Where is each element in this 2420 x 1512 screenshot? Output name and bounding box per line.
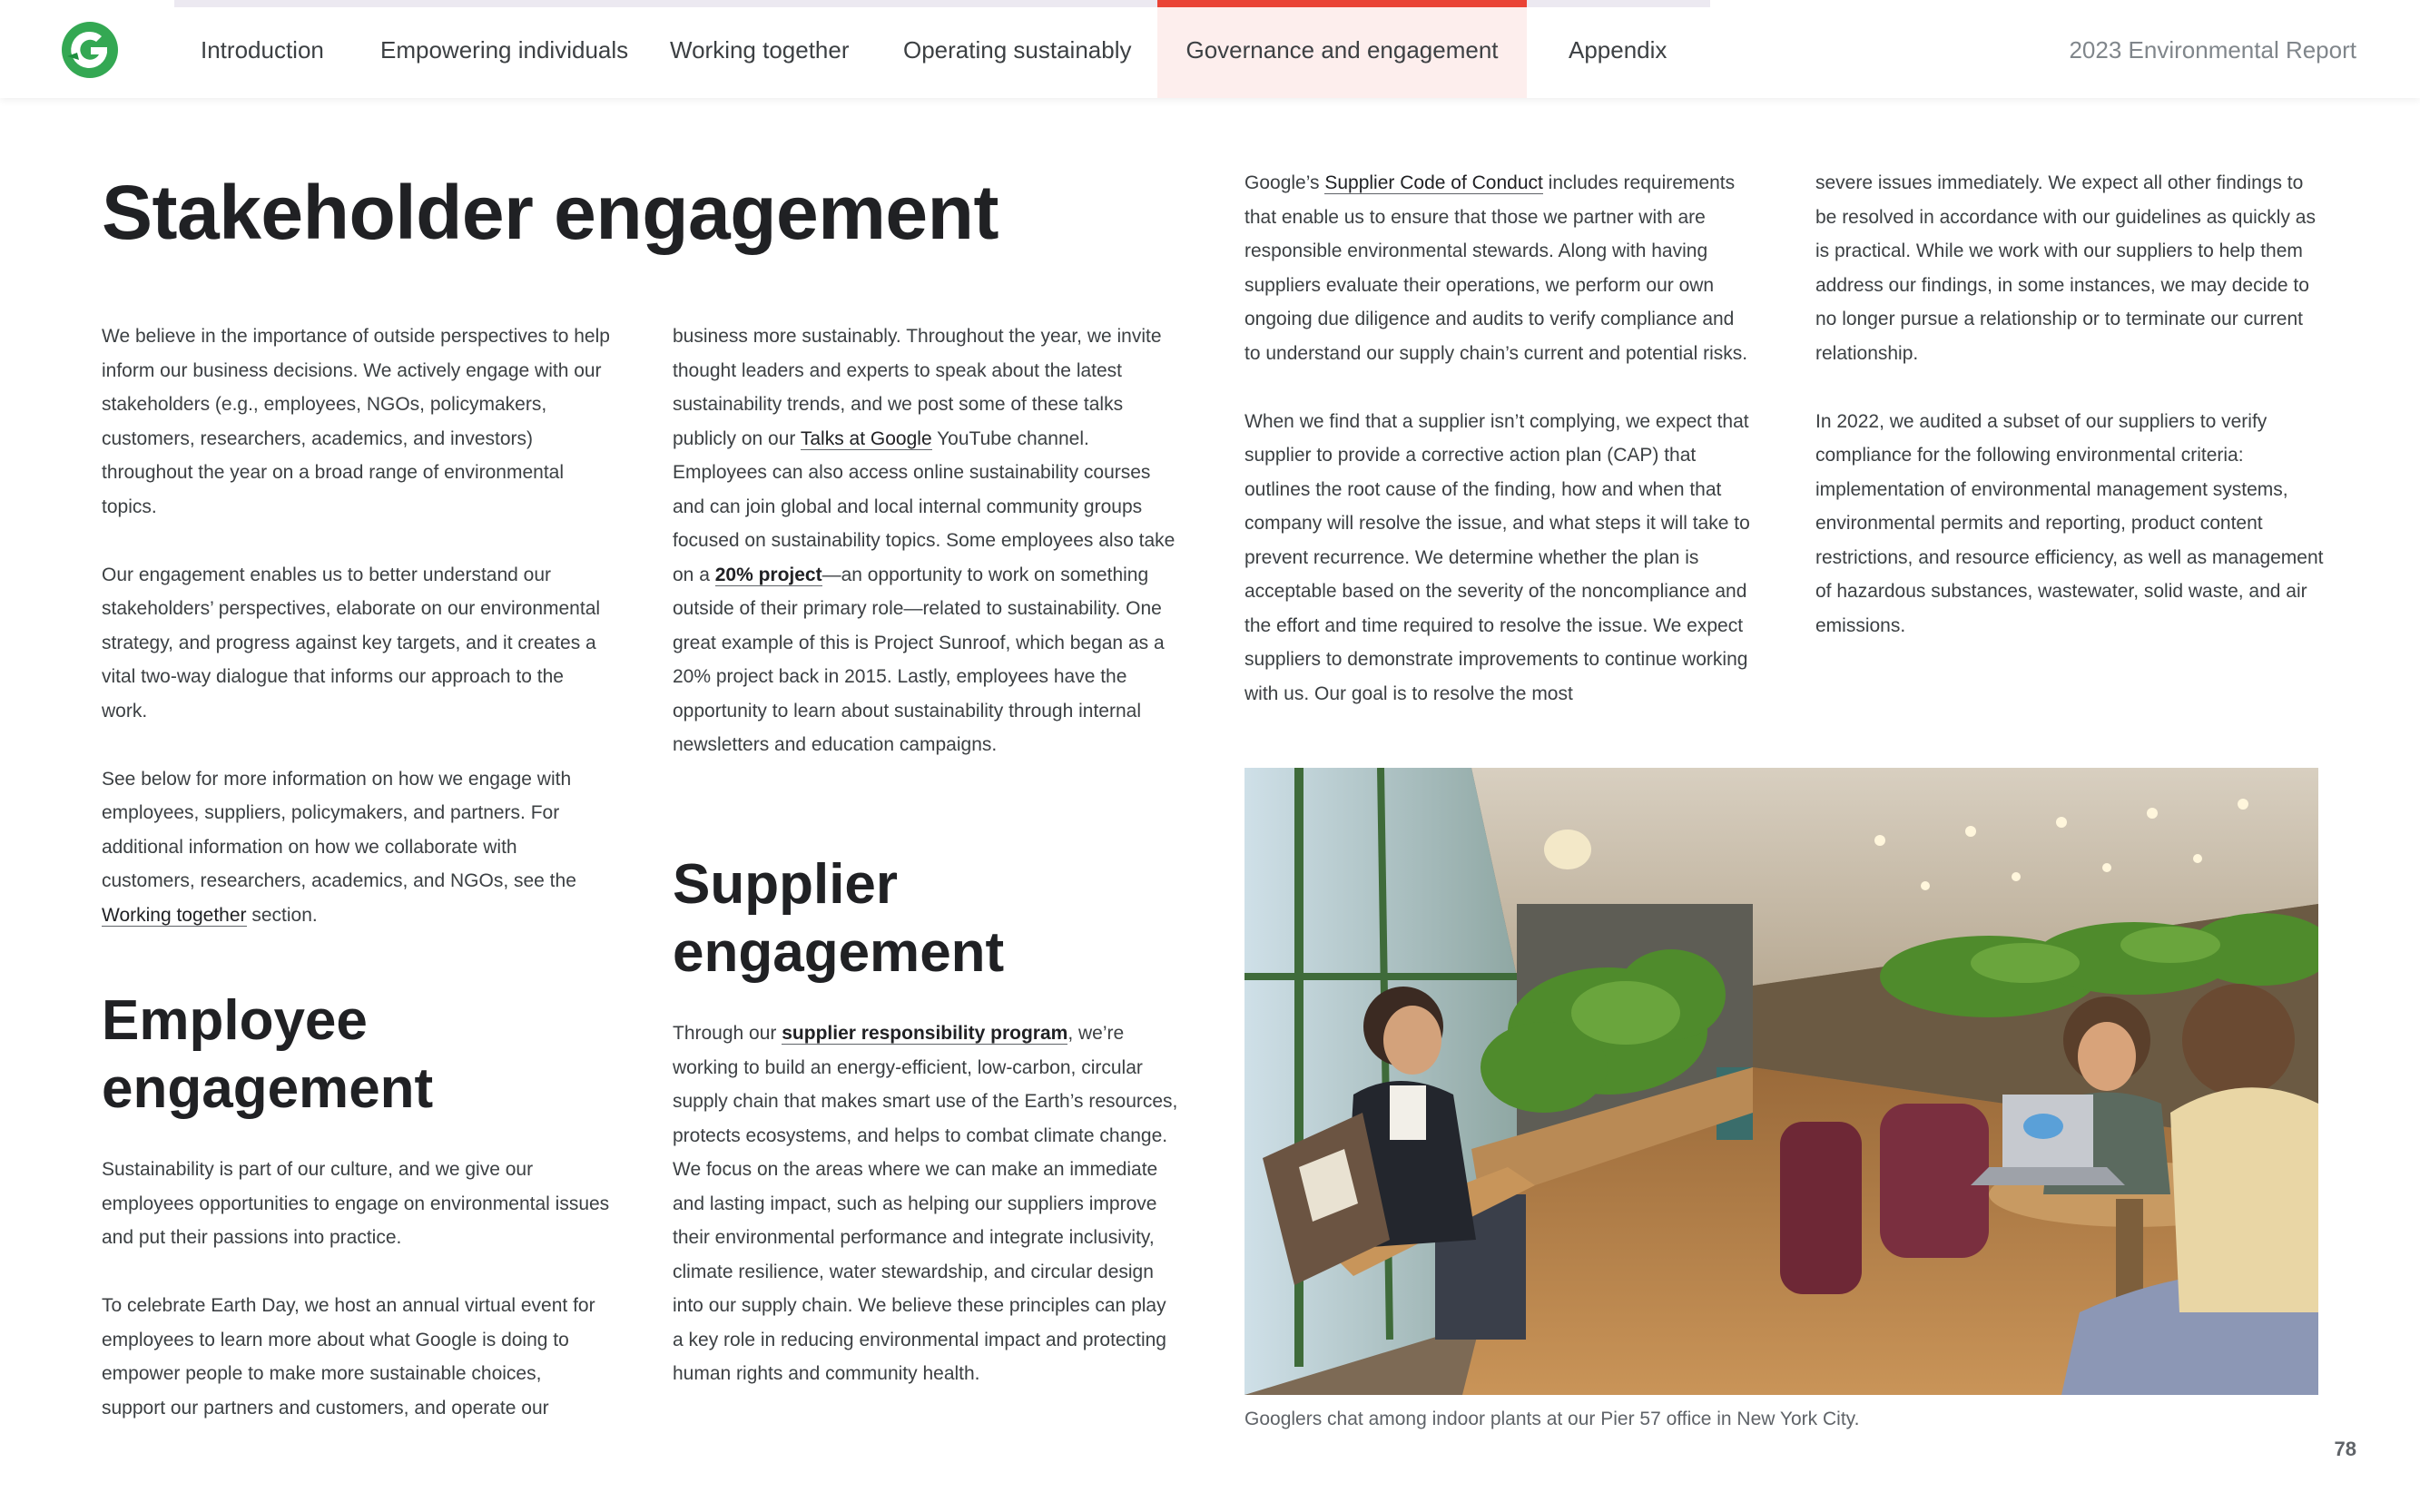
talks-at-google-link[interactable]: Talks at Google bbox=[800, 427, 932, 449]
tab-empowering-individuals[interactable]: Empowering individuals bbox=[380, 36, 629, 64]
paragraph: Google’s Supplier Code of Conduct includes requirements that enable us to ensure that those we partner with are responsible environmental stewards. Along with having suppliers evaluate their operations, we perform our own ongoing due diligence and audits to verify compliance and to understand our supply chain’s current and potential risks. bbox=[1244, 172, 1748, 364]
paragraph: Through our supplier responsibility program, we’re working to build an energy-efficient, low-carbon, circular supply chain that makes smart use of the Earth’s resources, protects ecosystems, and helps to combat climate change. We focus on the areas where we can make an immediate and lasting impact, such as helping our suppliers improve their environmental performance and integrate inclusivity, climate resilience, water stewardship, and circular design into our supply chain. We believe these principles can play a key role in reducing environmental impact and protecting human rights and community health. bbox=[673, 1023, 1178, 1384]
google-logo-icon[interactable] bbox=[60, 20, 120, 80]
paragraph: Sustainability is part of our culture, and we give our employees opportunities to engage on environmental issues and put their passions into practice. bbox=[102, 1159, 610, 1248]
paragraph: To celebrate Earth Day, we host an annual virtual event for employees to learn more about what Google is doing to empower people to make more sustainable choices, support our partners and customers, and operate our bbox=[102, 1295, 595, 1419]
column-1-lower bbox=[102, 1153, 610, 1425]
top-navigation-bar bbox=[0, 0, 2420, 98]
twenty-percent-project-link[interactable]: 20% project bbox=[714, 564, 822, 585]
report-title: 2023 Environmental Report bbox=[2069, 36, 2356, 64]
page-title: Stakeholder engagement bbox=[102, 170, 998, 255]
photo-caption: Googlers chat among indoor plants at our Pier 57 office in New York City. bbox=[1244, 1409, 1860, 1429]
column-4 bbox=[1815, 166, 2324, 643]
tab-governance-and-engagement[interactable]: Governance and engagement bbox=[1157, 0, 1527, 98]
tab-working-together[interactable]: Working together bbox=[670, 36, 850, 64]
paragraph: When we find that a supplier isn’t complying, we expect that supplier to provide a corrective action plan (CAP) that outlines the root cause of the finding, how and when that company will resolve the issue, and what steps it will take to prevent recurrence. We determine whether the plan is acceptable based on the severity of the noncompliance and the effort and time required to resolve the issue. We expect suppliers to demonstrate improvements to continue working with us. Our goal is to resolve the most bbox=[1244, 410, 1750, 704]
paragraph: business more sustainably. Throughout the year, we invite thought leaders and experts to speak about the latest sustainability trends, and we post some of these talks publicly on our Talks at Google YouTube channel. Employees can also access online sustainability courses and can join global and local internal community groups focused on sustainability topics. Some employees also take on a 20% project—an opportunity to work on something outside of their primary role—related to sustainability. One great example of this is Project Sunroof, which began as a 20% project back in 2015. Lastly, employees have the opportunity to learn about sustainability through internal newsletters and education campaigns. bbox=[673, 326, 1176, 755]
working-together-link[interactable]: Working together bbox=[102, 904, 247, 926]
column-2-lower bbox=[673, 1016, 1181, 1391]
office-photo bbox=[1244, 768, 2318, 1395]
employee-engagement-heading: Employee engagement bbox=[102, 989, 434, 1120]
page-number: 78 bbox=[2334, 1438, 2356, 1460]
tab-introduction[interactable]: Introduction bbox=[201, 36, 324, 64]
supplier-responsibility-program-link[interactable]: supplier responsibility program bbox=[782, 1023, 1068, 1044]
column-3 bbox=[1244, 166, 1753, 711]
tab-operating-sustainably[interactable]: Operating sustainably bbox=[903, 36, 1132, 64]
paragraph: severe issues immediately. We expect all other findings to be resolved in accordance with our guidelines as quickly as is practical. While we work with our suppliers to help them address our findings, in some instances, we may decide to no longer pursue a relationship or to terminate our current relationship. bbox=[1815, 172, 2316, 364]
column-2 bbox=[673, 319, 1181, 762]
supplier-engagement-heading: Supplier engagement bbox=[673, 853, 1005, 984]
paragraph: Our engagement enables us to better understand our stakeholders’ perspectives, elaborate on our environmental strategy, and progress against key targets, and it creates a vital two-way dialogue that informs our approach to the work. bbox=[102, 564, 601, 722]
column-1 bbox=[102, 319, 610, 932]
paragraph: In 2022, we audited a subset of our suppliers to verify compliance for the following environmental criteria: implementation of environmental management systems, environmental permits and reporting, product content restrictions, and resource efficiency, as well as management of hazardous substances, wastewater, solid waste, and air emissions. bbox=[1815, 410, 2324, 636]
tab-appendix[interactable]: Appendix bbox=[1569, 36, 1667, 64]
paragraph: We believe in the importance of outside perspectives to help inform our business decisions. We actively engage with our stakeholders (e.g., employees, NGOs, policymakers, customers, researchers, academics, and investors) throughout the year on a broad range of environmental topics. bbox=[102, 326, 610, 517]
office-illustration bbox=[1244, 768, 2318, 1395]
supplier-code-of-conduct-link[interactable]: Supplier Code of Conduct bbox=[1324, 172, 1543, 193]
section-tabs bbox=[174, 0, 1710, 98]
paragraph: See below for more information on how we engage with employees, suppliers, policymakers, and partners. For additional information on how we collaborate with customers, researchers, academics, and NGOs, see the Working together section. bbox=[102, 768, 576, 926]
